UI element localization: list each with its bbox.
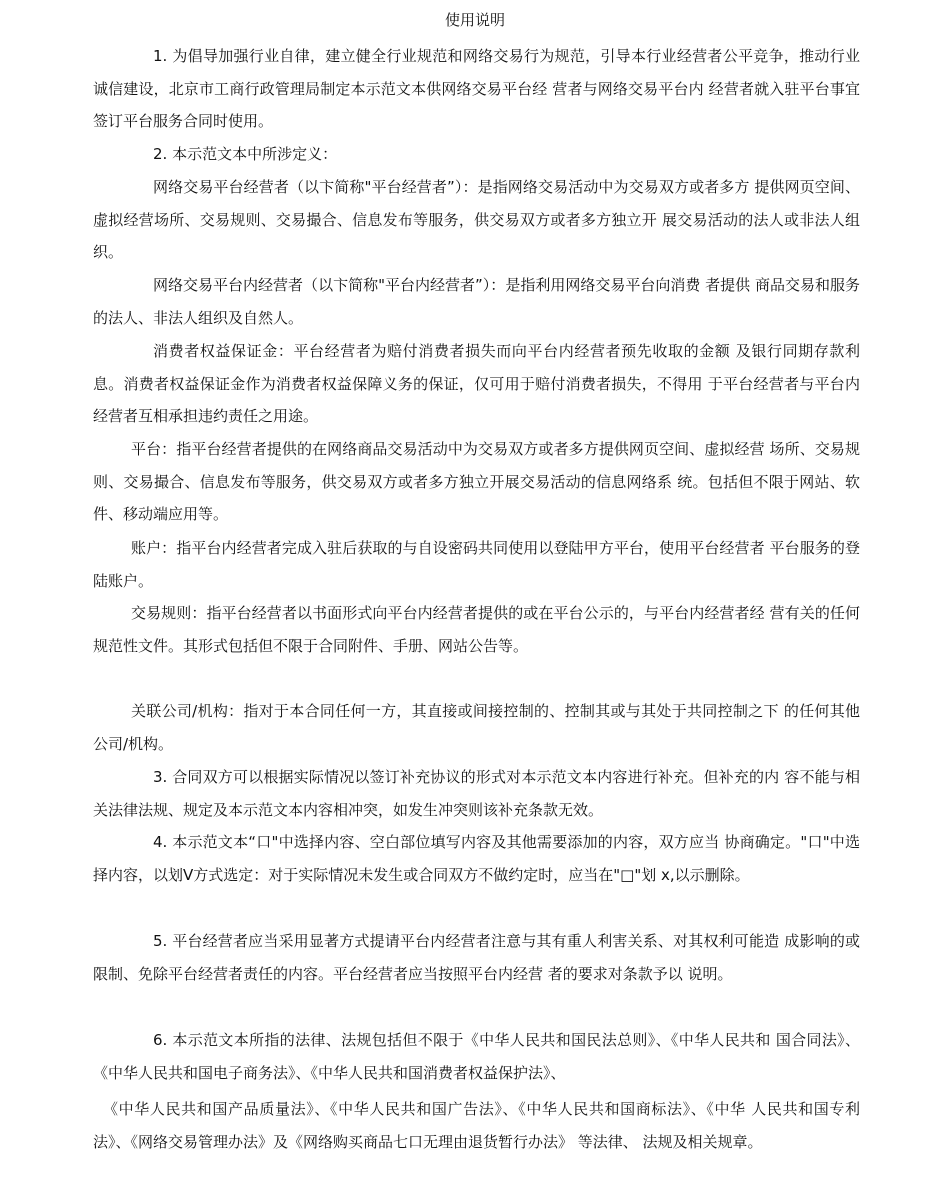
paragraph-14: 《中华人民共和国产品质量法》、《中华人民共和国广告法》、《中华人民共和国商标法》、《中华 人民共和国专利法》、《网络交易管理办法》及《网络购买商品七口无理由退货暂行办法》 等法律、 法规及相关规章。 [93, 1100, 860, 1151]
paragraph-4-in-platform-operator-definition: 网络交易平台内经营者（以卞简称"平台内经营者”）：是指利用网络交易平台向消费 者提供 商品交易和服务的法人、非法人组织及自然人。 [93, 276, 860, 327]
paragraph-8-trading-rules-definition: 交易规则：指平台经营者以书面形式向平台内经营者提供的或在平台公示的，与平台内经营者经 营有关的任何规范性文件。其形式包括但不限于合同附件、手册、网站公告等。 [93, 604, 860, 655]
paragraph-12: 5. 平台经营者应当采用显著方式提请平台内经营者注意与其有重人利害关系、对其权利可能造 成影响的或限制、免除平台经营者责任的内容。平台经营者应当按照平台内经营 者的要求对条款予以 说明。 [93, 932, 860, 983]
paragraph-6-platform-definition: 平台：指平台经营者提供的在网络商品交易活动中为交易双方或者多方提供网页空间、虚拟经营 场所、交易规则、交易撮合、信息发布等服务，供交易双方或者多方独立开展交易活动的信息网络系 统。包括但不限于网站、软件、移动端应用等。 [93, 440, 860, 524]
paragraph-1: 1. 为倡导加强行业自律，建立健全行业规范和网络交易行为规范，引导本行业经营者公平竞争，推动行业诚信建设，北京市工商行政管理局制定本示范文本供网络交易平台经 营者与网络交易平台内 经营者就入驻平台事宜签订平台服务合同时使用。 [93, 47, 860, 131]
paragraph-3-platform-operator-definition: 网络交易平台经营者（以卞简称"平台经营者”）：是指网络交易活动中为交易双方或者多方 提供网页空间、虚拟经营场所、交易规则、交易撮合、信息发布等服务，供交易双方或者多方独立开 展交易活动的法人或非法人组织。 [93, 178, 860, 262]
paragraph-5-consumer-deposit-definition: 消费者权益保证金：平台经营者为赔付消费者损失而向平台内经营者预先收取的金额 及银行同期存款利息。消费者权益保证金作为消费者权益保障义务的保证，仅可用于赔付消费者损失，不得用 于平台经营者与平台内经营者互相承担违约责任之用途。 [93, 342, 860, 426]
paragraph-9-affiliate-definition: 关联公司/机构：指对于本合同任何一方，其直接或间接控制的、控制其或与其处于共同控制之下 的任何其他公司/机构。 [93, 702, 860, 753]
document-title: 使用说明 [444, 11, 505, 29]
paragraph-2: 2. 本示范文本中所涉定义： [153, 145, 338, 163]
paragraph-13: 6. 本示范文本所指的法律、法规包括但不限于《中华人民共和国民法总则》、《中华人民共和 国合同法》、《中华人民共和国电子商务法》、《中华人民共和国消费者权益保护法》、 [93, 1031, 860, 1082]
paragraph-11: 4. 本示范文本“口"中选择内容、空白部位填写内容及其他需要添加的内容，双方应当 协商确定。"口"中选择内容，以划Ⅴ方式选定：对于实际情况未发生或合同双方不做约定时，应当在"□"划 x,以示删除。 [93, 833, 860, 884]
paragraph-7-account-definition: 账户：指平台内经营者完成入驻后获取的与自设密码共同使用以登陆甲方平台，使用平台经营者 平台服务的登陆账户。 [93, 539, 860, 590]
paragraph-10: 3. 合同双方可以根据实际情况以签订补充协议的形式对本示范文本内容进行补充。但补充的内 容不能与相关法律法规、规定及本示范文本内容相冲突，如发生冲突则该补充条款无效。 [93, 768, 860, 819]
